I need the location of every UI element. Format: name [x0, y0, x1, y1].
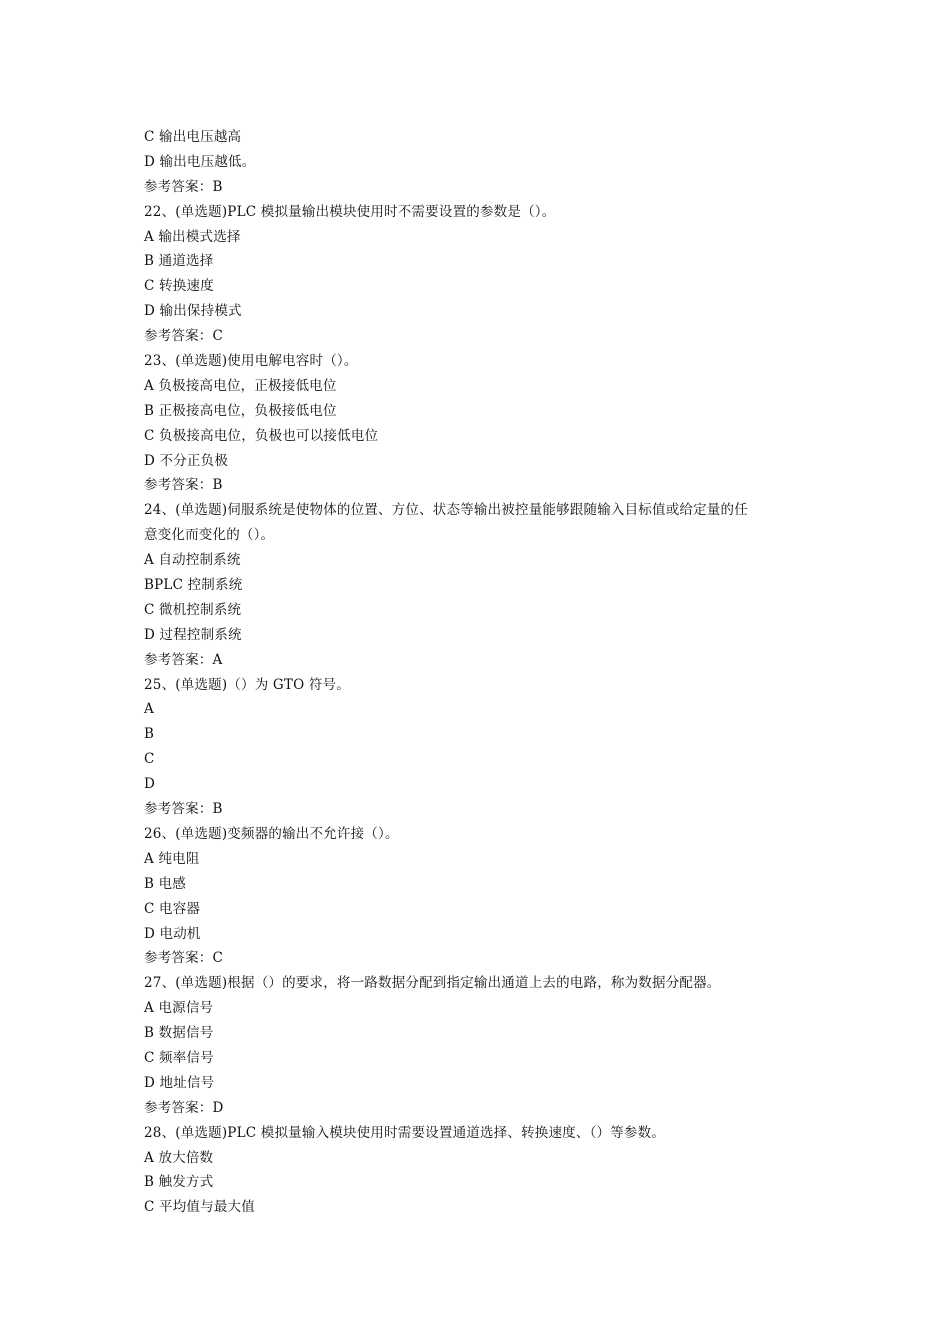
option-line: D	[144, 776, 156, 793]
option-line: D 过程控制系统	[144, 626, 242, 643]
option-line: B 数据信号	[144, 1025, 214, 1042]
option-line: C 转换速度	[144, 278, 214, 295]
option-line: A	[144, 701, 154, 718]
answer-line: 参考答案：B	[144, 178, 223, 195]
option-line: C 平均值与最大值	[144, 1199, 255, 1216]
option-line: A 电源信号	[144, 1000, 214, 1017]
option-line: A 输出模式选择	[144, 228, 241, 245]
question-line: 23、(单选题)使用电解电容时（）。	[144, 353, 358, 370]
option-line: A 放大倍数	[144, 1149, 214, 1166]
question-line: 22、(单选题)PLC 模拟量输出模块使用时不需要设置的参数是（）。	[144, 203, 556, 220]
option-line: C 负极接高电位，负极也可以接低电位	[144, 427, 379, 444]
option-line: B 正极接高电位，负极接低电位	[144, 402, 337, 419]
option-line: A 纯电阻	[144, 850, 200, 867]
option-line: A 自动控制系统	[144, 552, 241, 569]
option-line: C	[144, 751, 155, 768]
answer-line: 参考答案：B	[144, 801, 223, 818]
question-line: 27、(单选题)根据（）的要求，将一路数据分配到指定输出通道上去的电路，称为数据分配器。	[144, 975, 721, 992]
question-line: 25、(单选题)（）为 GTO 符号。	[144, 676, 350, 693]
question-line: 24、(单选题)伺服系统是使物体的位置、方位、状态等输出被控量能够跟随输入目标值或给定量的任	[144, 502, 748, 519]
option-line: B 通道选择	[144, 253, 214, 270]
option-line: B	[144, 726, 155, 743]
option-line: B 电感	[144, 875, 187, 892]
option-line: A 负极接高电位，正极接低电位	[144, 377, 337, 394]
option-line: D 输出保持模式	[144, 303, 242, 320]
option-line: D 输出电压越低。	[144, 153, 256, 170]
answer-line: 参考答案：B	[144, 477, 223, 494]
question-line: 26、(单选题)变频器的输出不允许接（）。	[144, 825, 399, 842]
answer-line: 参考答案：D	[144, 1099, 224, 1116]
option-line: C 输出电压越高	[144, 129, 242, 145]
option-line: BPLC 控制系统	[144, 577, 243, 594]
option-line: C 电容器	[144, 900, 201, 917]
option-line: C 微机控制系统	[144, 601, 242, 618]
option-line: D 地址信号	[144, 1074, 215, 1091]
option-line: D 电动机	[144, 925, 201, 942]
option-line: B 触发方式	[144, 1174, 214, 1191]
answer-line: 参考答案：C	[144, 950, 224, 967]
answer-line: 参考答案：A	[144, 651, 223, 668]
question-line: 28、(单选题)PLC 模拟量输入模块使用时需要设置通道选择、转换速度、（）等参数。	[144, 1124, 666, 1141]
answer-line: 参考答案：C	[144, 328, 224, 345]
document-body	[144, 125, 816, 1220]
option-line: D 不分正负极	[144, 452, 229, 469]
option-line: C 频率信号	[144, 1049, 214, 1066]
question-line-continued: 意变化而变化的（）。	[144, 527, 275, 544]
